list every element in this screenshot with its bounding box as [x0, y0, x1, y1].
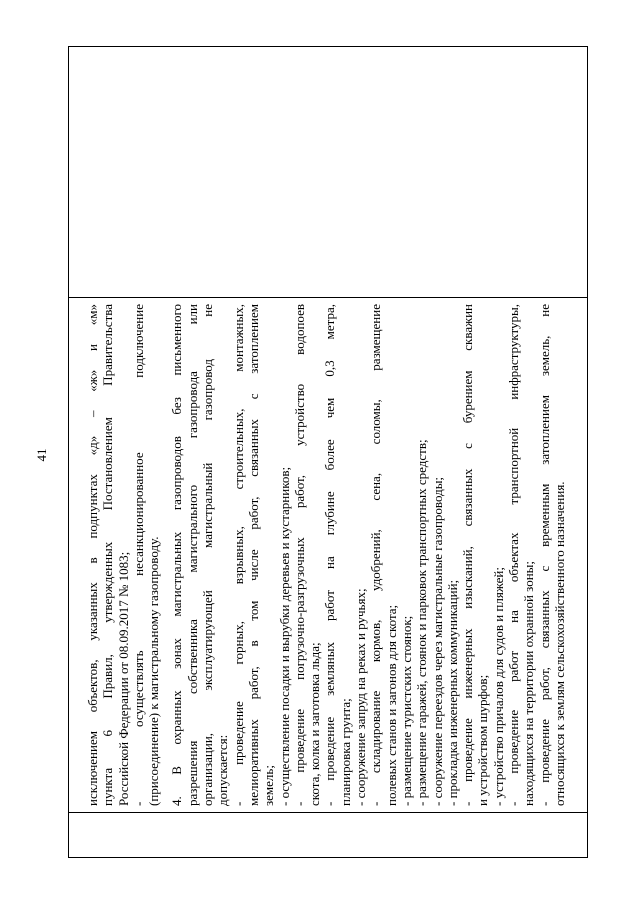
paragraph [131, 304, 162, 806]
narrow-column-cell [69, 812, 587, 857]
paragraph [292, 304, 323, 806]
text-block [169, 304, 567, 806]
page-number: 41 [34, 448, 49, 462]
text-line: - проведение земляных работ на глубине более чем 0,3 метра, [322, 304, 338, 806]
text-line: мелиоративных работ, в том числе работ, связанных с затоплением [245, 304, 261, 806]
text-line: - проведение работ на объектах транспортной инфраструктуры, [506, 304, 522, 806]
paragraph [169, 304, 230, 806]
paragraph [430, 304, 445, 806]
paragraph [445, 304, 460, 806]
text-cell [69, 297, 587, 812]
text-line: - проведение работ, связанных с временным затоплением земель, не [536, 304, 552, 806]
text-line: пункта 6 Правил, утвержденных Постановлением Правительства [100, 304, 116, 806]
text-line: - осуществление посадки и вырубки деревьев и кустарников; [276, 466, 292, 806]
text-line: исключением объектов, указанных в подпунктах «д» – «ж» и «м» [85, 304, 100, 806]
text-line: находящихся на территории охранной зоны; [521, 560, 537, 806]
paragraph [277, 304, 292, 806]
text-line: - сооружение переездов через магистральные газопроводы; [429, 476, 445, 806]
paragraph [85, 304, 131, 806]
text-line: - проведение инженерных изысканий, связанных с бурением скважин [460, 304, 476, 806]
text-line: земель; [261, 765, 277, 806]
paragraph [399, 304, 414, 806]
restrictions-table [68, 46, 588, 858]
text-line: скота, колка и заготовка льда; [307, 642, 323, 806]
paragraph [506, 304, 537, 806]
text-line: разрешения собственника магистрального газопровода или [184, 304, 200, 806]
text-line: - прокладка инженерных коммуникаций; [444, 579, 460, 806]
text-line: допускается: [215, 734, 231, 806]
paragraph [414, 304, 429, 806]
text-line: планировка грунта; [337, 698, 353, 806]
text-line: - размещение гаражей, стоянок и парковок транспортных средств; [414, 439, 430, 806]
text-line: - осуществлять несанкционированное подключение [130, 304, 146, 806]
text-line: относящихся к землям сельскохозяйственного назначения. [551, 481, 567, 806]
text-line: - проведение горных, взрывных, строительных, монтажных, [230, 304, 246, 806]
text-line: - проведение погрузочно-разгрузочных работ, устройство водопоев [291, 304, 307, 806]
rotated-table-frame [68, 46, 588, 858]
text-line: организации, эксплуатирующей магистральный газопровод не [200, 304, 216, 806]
text-line: Российской Федерации от 08.09.2017 № 1083; [115, 551, 131, 806]
text-line: и устройством шурфов; [475, 674, 491, 806]
text-line: - складирование кормов, удобрений, сена, соломы, размещение [368, 304, 384, 806]
text-line: полевых станов и загонов для скота; [383, 604, 399, 806]
paragraph [322, 304, 353, 806]
paragraph [537, 304, 568, 806]
text-line: - размещение туристских стоянок; [398, 615, 414, 806]
text-line: - устройство причалов для судов и пляжей; [490, 566, 506, 806]
text-line: 4. В охранных зонах магистральных газопроводов без письменного [169, 304, 185, 806]
text-line: - сооружение запруд на реках и ручьях; [353, 588, 369, 806]
paragraph [368, 304, 399, 806]
text-line: (присоединение) к магистральному газопроводу. [146, 536, 162, 806]
paragraph [491, 304, 506, 806]
empty-column-cell [69, 47, 587, 297]
paragraph [353, 304, 368, 806]
text-block [85, 304, 161, 806]
paragraph [231, 304, 277, 806]
paragraph [460, 304, 491, 806]
